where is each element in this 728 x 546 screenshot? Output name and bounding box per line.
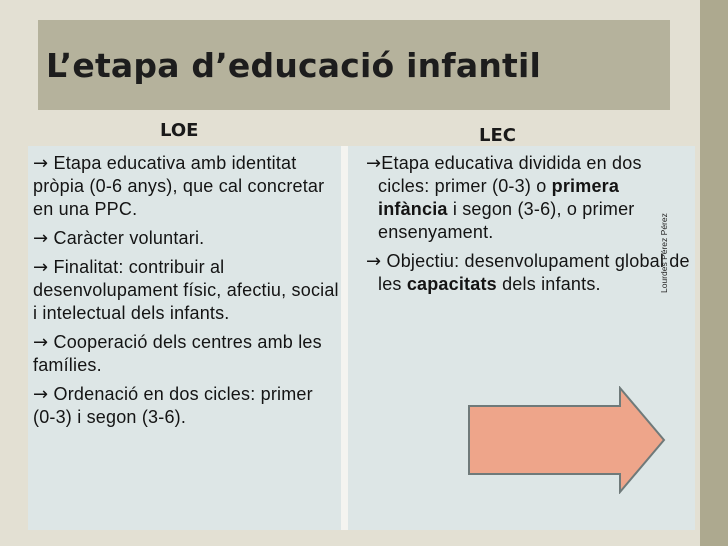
loe-item: → Ordenació en dos cicles: primer (0-3) i segon (3-6).	[33, 384, 313, 427]
arrow-bullet-icon: →	[33, 153, 49, 174]
lec-list	[366, 152, 692, 302]
author-signature	[657, 279, 728, 293]
loe-list	[33, 152, 339, 435]
loe-item: → Etapa educativa amb identitat pròpia (0-6 anys), que cal concretar en una PPC.	[33, 153, 325, 219]
loe-item: → Finalitat: contribuir al desenvolupament físic, afectiu, social i intelectual dels infants.	[33, 257, 339, 323]
lec-heading: LEC	[479, 125, 516, 146]
loe-item: → Cooperació dels centres amb les famílies.	[33, 332, 322, 375]
lec-item: → Objectiu: desenvolupament global de les capacitats dels infants.	[366, 251, 690, 294]
arrow-bullet-icon: →	[366, 251, 382, 272]
loe-item: → Caràcter voluntari.	[33, 228, 205, 249]
arrow-bullet-icon: →	[33, 384, 49, 405]
right-accent-bar	[700, 0, 728, 546]
slide-title: L’etapa d’educació infantil	[46, 46, 542, 85]
arrow-bullet-icon: →	[366, 153, 382, 174]
arrow-bullet-icon: →	[33, 257, 49, 278]
right-arrow-icon	[467, 386, 667, 494]
panel-divider	[341, 146, 348, 530]
lec-item: →Etapa educativa dividida en dos cicles: primer (0-3) o primera infància i segon (3-6), o primer ensenyament.	[366, 153, 642, 242]
arrow-bullet-icon: →	[33, 228, 49, 249]
arrow-bullet-icon: →	[33, 332, 49, 353]
loe-heading: LOE	[160, 120, 199, 141]
